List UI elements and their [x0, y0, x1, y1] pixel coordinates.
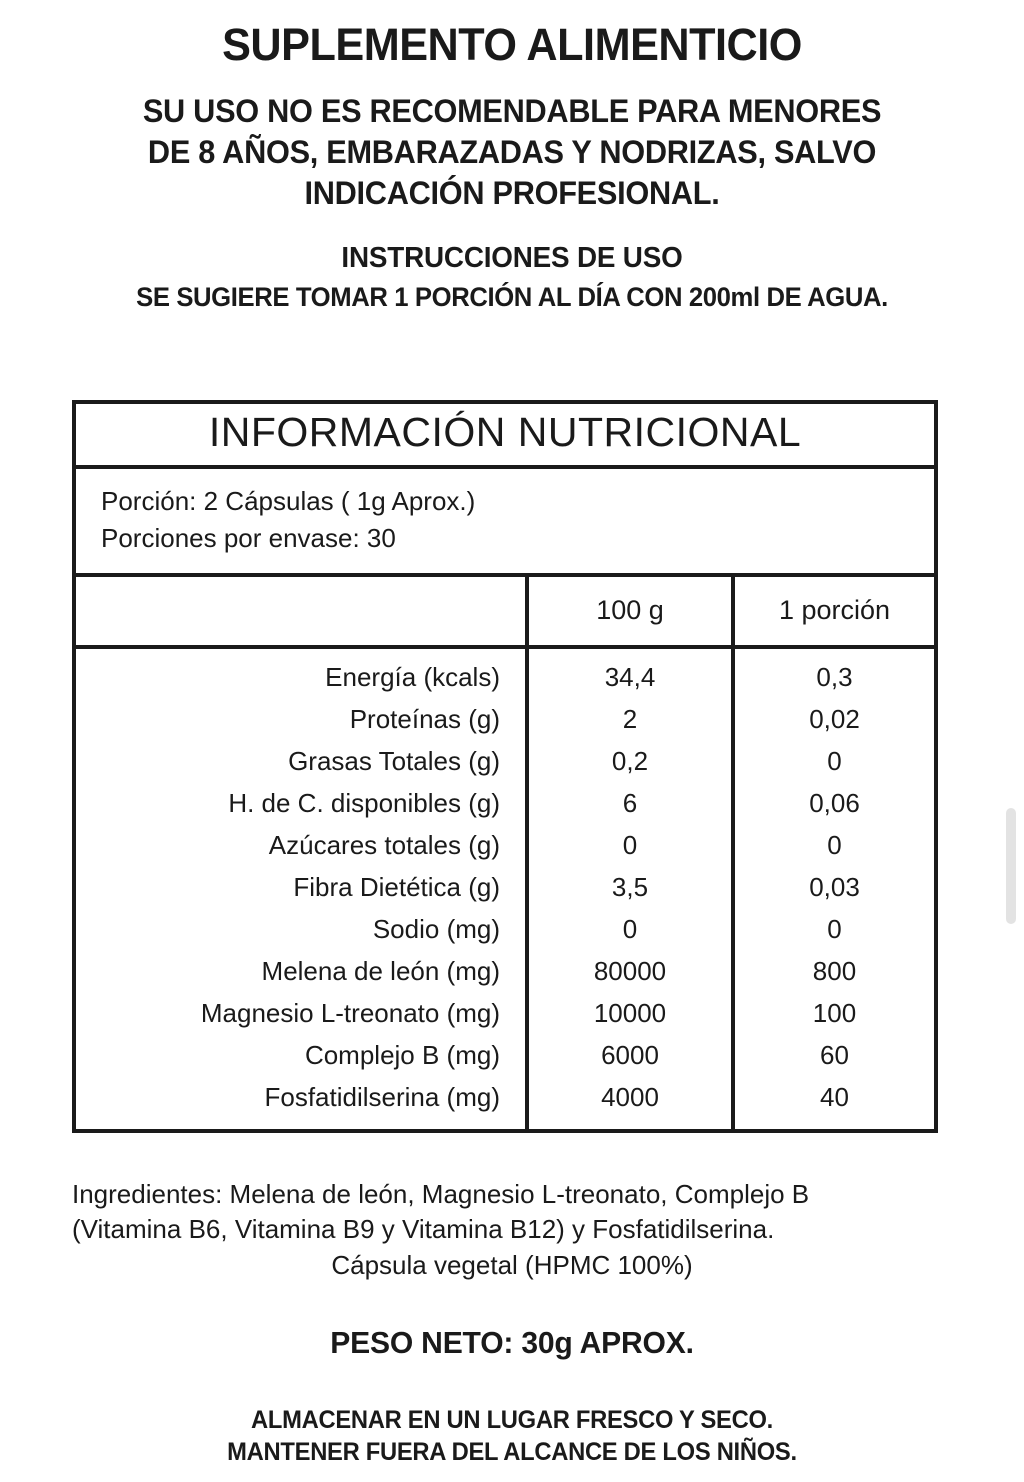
nutrient-value-100g: 6000: [527, 1035, 733, 1077]
storage-line-1: ALMACENAR EN UN LUGAR FRESCO Y SECO.: [251, 1406, 773, 1434]
nutrient-value-100g: 6: [527, 783, 733, 825]
table-row: [76, 783, 934, 825]
table-row: [76, 1077, 934, 1129]
table-row: [76, 867, 934, 909]
nutrient-value-portion: 0: [733, 909, 934, 951]
nutrient-label: Complejo B (mg): [304, 1040, 500, 1071]
nutrient-label: Melena de león (mg): [261, 956, 500, 987]
column-header-100g: 100 g: [527, 577, 733, 647]
nutrient-value-100g: 0: [527, 825, 733, 867]
supplement-label-page: [0, 19, 1024, 1482]
storage-instructions: [26, 1405, 999, 1468]
nutrient-value-100g: 0: [527, 909, 733, 951]
nutrition-title-row: [76, 404, 934, 469]
warning-line-1: SU USO NO ES RECOMENDABLE PARA MENORES: [142, 93, 882, 129]
nutrient-value-100g: 3,5: [527, 867, 733, 909]
ingredients-line-1: Ingredientes: Melena de león, Magnesio L-treonato, Complejo B: [72, 1179, 810, 1209]
nutrient-value-portion: 0,02: [733, 699, 934, 741]
nutrient-value-portion: 60: [733, 1035, 934, 1077]
warning-line-2: DE 8 AÑOS, EMBARAZADAS Y NODRIZAS, SALVO: [147, 133, 877, 170]
table-row: [76, 951, 934, 993]
table-row: [76, 741, 934, 783]
table-row: [76, 699, 934, 741]
serving-size: Porción: 2 Cápsulas ( 1g Aprox.): [101, 486, 476, 517]
warning-text: [78, 91, 946, 214]
instructions-text: SE SUGIERE TOMAR 1 PORCIÓN AL DÍA CON 200ml DE AGUA.: [136, 281, 888, 312]
table-row: [76, 647, 934, 699]
vertical-scrollbar-thumb[interactable]: [1006, 808, 1016, 924]
ingredients-line-2: (Vitamina B6, Vitamina B9 y Vitamina B12) y Fosfatidilserina.: [72, 1214, 775, 1245]
ingredients-block: [72, 1177, 952, 1283]
nutrient-value-portion: 100: [733, 993, 934, 1035]
servings-per-container: Porciones por envase: 30: [101, 523, 396, 554]
instructions-title: INSTRUCCIONES DE USO: [341, 241, 683, 274]
nutrient-grid: [76, 577, 934, 1129]
label-header: [0, 19, 1024, 313]
nutrient-label: Azúcares totales (g): [268, 830, 500, 861]
nutrient-value-portion: 800: [733, 951, 934, 993]
nutrient-value-100g: 4000: [527, 1077, 733, 1129]
table-row: [76, 825, 934, 867]
nutrient-value-portion: 40: [733, 1077, 934, 1129]
column-header-portion: 1 porción: [733, 577, 934, 647]
nutrient-value-100g: 0,2: [527, 741, 733, 783]
serving-info-row: [76, 469, 934, 577]
nutrient-label: Fibra Dietética (g): [293, 872, 500, 903]
net-weight: PESO NETO: 30g APROX.: [330, 1325, 694, 1360]
nutrient-label: Fosfatidilserina (mg): [264, 1082, 500, 1113]
nutrient-value-portion: 0,06: [733, 783, 934, 825]
nutrient-label: Sodio (mg): [372, 914, 500, 945]
nutrient-value-portion: 0: [733, 741, 934, 783]
nutrient-value-portion: 0: [733, 825, 934, 867]
nutrient-label: Proteínas (g): [349, 704, 500, 735]
table-row: [76, 1035, 934, 1077]
nutrient-value-portion: 0,3: [733, 647, 934, 699]
table-row: [76, 993, 934, 1035]
nutrient-label: Magnesio L-treonato (mg): [200, 998, 500, 1029]
nutrient-grid-header-row: [76, 577, 934, 647]
nutrient-value-100g: 2: [527, 699, 733, 741]
nutrition-title: INFORMACIÓN NUTRICIONAL: [208, 409, 802, 455]
table-row: [76, 909, 934, 951]
capsule-material: Cápsula vegetal (HPMC 100%): [331, 1249, 693, 1280]
warning-line-3: INDICACIÓN PROFESIONAL.: [304, 174, 720, 211]
nutrient-label: Grasas Totales (g): [288, 746, 500, 777]
nutrient-value-100g: 80000: [527, 951, 733, 993]
nutrient-grid-body: [76, 647, 934, 1129]
nutrient-value-portion: 0,03: [733, 867, 934, 909]
nutrient-value-100g: 10000: [527, 993, 733, 1035]
nutrient-label: Energía (kcals): [325, 662, 500, 693]
nutrition-facts-table: [72, 400, 938, 1133]
column-header-nutrient: [76, 577, 527, 647]
nutrient-value-100g: 34,4: [527, 647, 733, 699]
page-title: SUPLEMENTO ALIMENTICIO: [222, 19, 802, 70]
nutrient-label: H. de C. disponibles (g): [228, 788, 500, 819]
storage-line-2: MANTENER FUERA DEL ALCANCE DE LOS NIÑOS.: [227, 1437, 797, 1466]
